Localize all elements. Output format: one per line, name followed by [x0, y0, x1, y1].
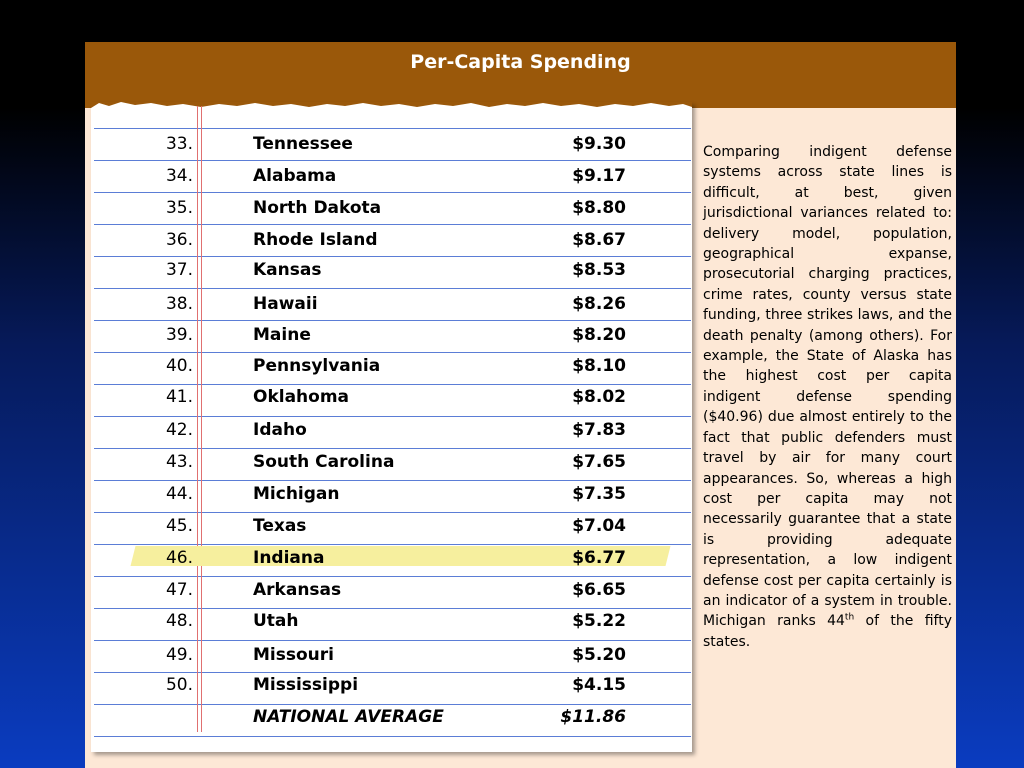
value-cell: $8.67 — [572, 230, 626, 250]
state-cell: Indiana — [253, 548, 325, 568]
table-row — [91, 164, 692, 188]
table-row — [91, 292, 692, 316]
table-row — [91, 354, 692, 378]
national-average-row — [91, 705, 692, 729]
rule-line — [94, 576, 691, 577]
state-cell: Missouri — [253, 645, 334, 665]
value-cell: $7.83 — [572, 420, 626, 440]
value-cell: $8.80 — [572, 198, 626, 218]
rank-cell: 44. — [165, 484, 193, 504]
state-cell: Tennessee — [253, 134, 353, 154]
rank-cell: 39. — [165, 325, 193, 345]
table-row — [91, 514, 692, 538]
rank-cell: 46. — [165, 548, 193, 568]
table-row — [91, 385, 692, 409]
table-row — [91, 418, 692, 442]
description-text — [703, 142, 952, 652]
state-cell: Rhode Island — [253, 230, 378, 250]
rank-cell: 37. — [165, 260, 193, 280]
rule-line — [94, 288, 691, 289]
description-end: of the fifty states. — [703, 613, 952, 650]
value-cell: $8.02 — [572, 387, 626, 407]
rank-cell: 49. — [165, 645, 193, 665]
rank-cell: 48. — [165, 611, 193, 631]
value-cell: $8.26 — [572, 294, 626, 314]
state-cell: Pennsylvania — [253, 356, 381, 376]
value-cell: $7.04 — [572, 516, 626, 536]
rank-cell: 42. — [165, 420, 193, 440]
table-row — [91, 482, 692, 506]
state-cell: Maine — [253, 325, 311, 345]
rule-line — [94, 480, 691, 481]
rank-cell: 47. — [165, 580, 193, 600]
rule-line — [94, 416, 691, 417]
table-row — [91, 258, 692, 282]
state-cell: Arkansas — [253, 580, 342, 600]
rule-line — [94, 352, 691, 353]
description-body: Comparing indigent defense systems across state lines is difficult, at best, given jurisdictional variances related to: delivery model, population, geographical expanse, prosecutorial charging practices, crime rates, county versus state funding, three strikes laws, and the death penalty (among others). For example, the State of Alaska has the highest cost per capita indigent defense spending ($40.96) due almost entirely to the fact that public defenders must travel by air for many court appearances. So, whereas a high cost per capita may not necessarily guarantee that a state is providing adequate representation, a low indigent defense cost per capita certainly is an indicator of a system in trouble. Michigan ranks 44 — [703, 144, 952, 630]
table-row — [91, 643, 692, 667]
state-cell: Kansas — [253, 260, 322, 280]
ordinal-suffix: th — [844, 612, 855, 623]
rule-line — [94, 320, 691, 321]
value-cell: $8.10 — [572, 356, 626, 376]
value-cell: $5.22 — [572, 611, 626, 631]
slide-title: Per-Capita Spending — [410, 51, 631, 73]
rank-cell: 41. — [165, 387, 193, 407]
rank-cell: 34. — [165, 166, 193, 186]
rank-cell: 36. — [165, 230, 193, 250]
state-cell: Utah — [253, 611, 299, 631]
state-cell: North Dakota — [253, 198, 382, 218]
rule-line — [94, 224, 691, 225]
rank-cell: 50. — [165, 675, 193, 695]
table-row — [91, 609, 692, 633]
table-row — [91, 546, 692, 570]
rule-line — [94, 192, 691, 193]
value-cell: $8.20 — [572, 325, 626, 345]
table-row — [91, 450, 692, 474]
state-cell: Hawaii — [253, 294, 318, 314]
table-row — [91, 228, 692, 252]
rule-line — [94, 640, 691, 641]
value-cell: $6.77 — [572, 548, 626, 568]
title-bar — [85, 42, 956, 108]
rule-line — [94, 128, 691, 129]
national-average-value: $11.86 — [560, 707, 626, 727]
table-row — [91, 673, 692, 697]
notepad — [91, 102, 692, 752]
value-cell: $6.65 — [572, 580, 626, 600]
rank-cell: 43. — [165, 452, 193, 472]
rank-cell: 35. — [165, 198, 193, 218]
value-cell: $8.53 — [572, 260, 626, 280]
national-average-label: NATIONAL AVERAGE — [253, 707, 444, 727]
rule-line — [94, 256, 691, 257]
state-cell: Idaho — [253, 420, 307, 440]
slide — [85, 42, 956, 768]
state-cell: Mississippi — [253, 675, 359, 695]
rank-cell: 38. — [165, 294, 193, 314]
rule-line — [94, 736, 691, 737]
rule-line — [94, 544, 691, 545]
state-cell: Alabama — [253, 166, 337, 186]
rule-line — [94, 160, 691, 161]
rank-cell: 33. — [165, 134, 193, 154]
table-row — [91, 578, 692, 602]
rule-line — [94, 448, 691, 449]
rule-line — [94, 512, 691, 513]
state-cell: Michigan — [253, 484, 340, 504]
table-row — [91, 196, 692, 220]
value-cell: $9.17 — [572, 166, 626, 186]
rank-cell: 45. — [165, 516, 193, 536]
value-cell: $7.35 — [572, 484, 626, 504]
value-cell: $7.65 — [572, 452, 626, 472]
value-cell: $4.15 — [572, 675, 626, 695]
state-cell: Oklahoma — [253, 387, 350, 407]
table-row — [91, 132, 692, 156]
rank-cell: 40. — [165, 356, 193, 376]
value-cell: $9.30 — [572, 134, 626, 154]
value-cell: $5.20 — [572, 645, 626, 665]
table-row — [91, 323, 692, 347]
state-cell: South Carolina — [253, 452, 395, 472]
state-cell: Texas — [253, 516, 307, 536]
